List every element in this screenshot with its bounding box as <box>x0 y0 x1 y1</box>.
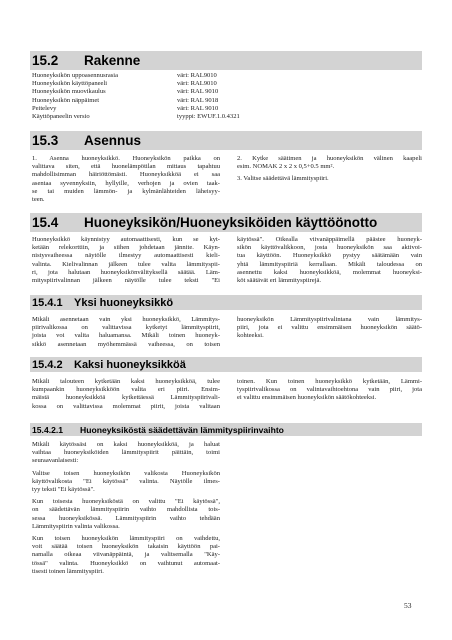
spec-row <box>32 97 240 105</box>
spec-row <box>32 80 240 88</box>
text-line: teen. <box>32 196 45 204</box>
text-line: sikkö asennetaan myöhemmässä vaiheessa, on toisen <box>32 340 220 348</box>
text-line: Mikäli talouteen kytketään kaksi huoneyksikköä, tulee <box>32 378 220 385</box>
text-line: piirivalikossa on valittavissa kytketyt lämmityspiirit, <box>32 324 220 332</box>
text-line: tisesti toinen lämmityspiiri. <box>32 567 104 575</box>
spec-row <box>32 113 240 121</box>
section-title: Asennus <box>84 133 142 148</box>
section-title: Huoneyksikön/Huoneyksiköiden käyttöönotto <box>84 215 378 230</box>
install-right-column <box>237 155 422 188</box>
spec-row <box>32 105 240 113</box>
section-number: 15.2 <box>32 53 59 68</box>
section-heading-15-4-2-1 <box>30 423 422 436</box>
spec-item: Käyttöpaneelin versio <box>32 113 90 121</box>
specs-list <box>32 72 240 121</box>
text-line: sikön käyttövalikkoon, josta huoneyksikön saa aktivoi- <box>237 244 422 252</box>
text-line: kumpaankin huoneyksikköön valita eri piiri. Ensim- <box>32 386 220 394</box>
text-line: piiri, jota ei valittu ensimmäisen huoneyksikön säätö- <box>237 324 422 332</box>
spec-row <box>32 88 240 96</box>
text-line: valinta. Kielivalinnan jälkeen tulee valita lämmityspii- <box>32 260 220 268</box>
section-title: Kaksi huoneyksikköä <box>74 358 186 371</box>
text-line: 2. Kytke säätimen ja huoneyksikön välinen kaapeli <box>237 155 422 162</box>
startup-right-column <box>237 236 422 289</box>
section-heading-15-2 <box>30 51 422 70</box>
two-units-right-column <box>237 378 422 407</box>
spec-item: Huoneyksikön uppoasennusrasia <box>32 72 119 79</box>
text-line: seuraavanlaisesti: <box>32 457 79 465</box>
section-title: Yksi huoneyksikkö <box>74 296 174 309</box>
section-heading-15-4-1 <box>30 295 422 310</box>
spec-value: väri: RAL 9010 <box>177 88 219 96</box>
spec-value: väri: RAL9010 <box>177 72 217 79</box>
spec-value: väri: RAL9010 <box>177 80 217 88</box>
text-line: Mikäli käytössäsi on kaksi huoneyksikköä, ja haluat <box>32 441 220 448</box>
section-number: 15.4.2.1 <box>32 424 64 435</box>
text-line: sessa huoneyksikössä. Lämmityspiirin vaihto tehdään <box>32 514 220 522</box>
spec-value: väri: RAL 9018 <box>177 96 219 104</box>
spec-value: tyyppi: EWUF.1.0.4321 <box>177 113 240 121</box>
text-line: esim. NOMAK 2 x 2 x 0,5+0.5 mm². <box>237 163 335 171</box>
spec-row <box>32 72 240 80</box>
text-line: mäistä huoneyksikköä kytkettäessä Lämmityspiirivali- <box>32 394 220 402</box>
text-line: ketään relekorttiin, ja siihen johdetaan jännite. Käyn- <box>32 244 220 252</box>
text-line: kossa on valittavissa molemmat piirit, joista valitaan <box>32 402 220 410</box>
text-line: yhtä lämmityspiiriä kerrallaan. Mikäli taloudessa on <box>237 260 422 268</box>
section-title: Rakenne <box>84 53 141 68</box>
spec-item: Huoneyksikön käyttöpaneeli <box>32 80 108 88</box>
section-number: 15.4 <box>32 215 59 230</box>
text-line: Mikäli asennetaan vain yksi huoneyksikkö, Lämmitys- <box>32 316 220 323</box>
text-line: kohteeksi. <box>237 332 264 340</box>
text-line: namalla oikeaa viivanäppäintä, ja valitsemalla "Käy- <box>32 551 220 559</box>
text-line: köt säätävät eri lämmityspiirejä. <box>237 277 321 285</box>
section-heading-15-4-2 <box>30 357 422 372</box>
text-line: Kun toisesta huoneyksiköstä on valittu "Ei käytössä", <box>32 498 220 506</box>
text-line: joista voi valita haluamansa. Mikäli toinen huoneyk- <box>32 332 220 340</box>
text-line: ei valittu ensimmäisen huoneyksikön säätökohteeksi. <box>237 394 377 402</box>
text-line: vaihtaa huoneyksiköiden lämmityspiirit päittäin, toimi <box>32 449 220 457</box>
text-line: se tai muiden lämmön- ja kylmänlähteiden läheisyy- <box>32 187 220 195</box>
section-number: 15.4.2 <box>32 358 63 371</box>
text-line: käyttövalikosta "Ei käytössä" valinta. Näytölle ilmes- <box>32 477 220 485</box>
text-line: valittava siten, että huonelämpötilan mittaus tapahtuu <box>32 163 220 171</box>
text-line: Valitse toisen huoneyksikön valikosta Huoneyksikön <box>32 469 220 477</box>
text-line: toinen. Kun toinen huoneyksikkö kytketään, Lämmi- <box>237 378 422 385</box>
text-line: 1. Asenna huoneyksikkö. Huoneyksikön paikka on <box>32 155 220 162</box>
text-line: tyy teksti "Ei käytössä". <box>32 486 95 494</box>
one-unit-right-column <box>237 316 422 345</box>
text-line: tössä" valinta. Huoneyksikkö on vaihtunut automaat- <box>32 559 220 567</box>
section-heading-15-4 <box>30 213 422 232</box>
spec-item: Huoneyksikön näppäimet <box>32 96 100 104</box>
text-line: 3. Valitse säädettävä lämmityspiiri. <box>237 175 329 183</box>
text-line: Lämmityspiirin valinta valikossa. <box>32 522 120 530</box>
text-line: voit säätää toisen huoneyksikön takaisin käyttöön pai- <box>32 543 220 551</box>
spec-item: Huoneyksikön muovikaulus <box>32 88 106 96</box>
text-line: tua käyttöön. Huoneyksikkö pystyy säätämään vain <box>237 252 422 260</box>
startup-left-column <box>32 236 220 285</box>
spec-value: väri: RAL 9010 <box>177 104 219 112</box>
text-line: mityspiirivalinnan jälkeen näytölle tulee teksti "Ei <box>32 277 220 285</box>
text-line: Huoneyksikkö käynnistyy automaattisesti, kun se kyt- <box>32 236 220 243</box>
circuit-switch-column <box>32 441 220 580</box>
text-line: asentaa syvennyksiin, hyllyille, verhojen ja ovien taak- <box>32 179 220 187</box>
text-line: ri, jota halutaan huoneyksikönvälityksellä säätää. Läm- <box>32 268 220 276</box>
section-heading-15-3 <box>30 131 422 150</box>
text-line: tyspiirivalikossa on valintavaihtoehtona vain piiri, jota <box>237 386 422 394</box>
one-unit-left-column <box>32 316 220 349</box>
text-line: on säädettävän lämmityspiirin vaihto mahdollista tois- <box>32 506 220 514</box>
text-line: käytössä". Oikealla viivanäppäimellä päästee huoneyk- <box>237 236 422 243</box>
text-line: asennettu kaksi huoneyksikköä, molemmat huoneyksi- <box>237 268 422 276</box>
section-number: 15.3 <box>32 133 59 148</box>
section-title: Huoneyksiköstä säädettävän lämmityspiirinvaihto <box>80 424 284 435</box>
text-line: mahdollisimman häiriöttömästi. Huoneyksikköä ei saa <box>32 171 220 179</box>
text-line: nistysvaiheessa näytölle ilmestyy automaattisesti kieli- <box>32 252 220 260</box>
two-units-left-column <box>32 378 220 411</box>
section-number: 15.4.1 <box>32 296 63 309</box>
spec-item: Peitelevy <box>32 104 57 112</box>
page-number: 53 <box>404 601 412 610</box>
install-left-column <box>32 155 220 208</box>
text-line: Kun toisen huoneyksikön lämmityspiiri on vaihdettu, <box>32 535 220 543</box>
text-line: huoneyksikön Lämmityspiirivalintana vain lämmitys- <box>237 316 422 323</box>
